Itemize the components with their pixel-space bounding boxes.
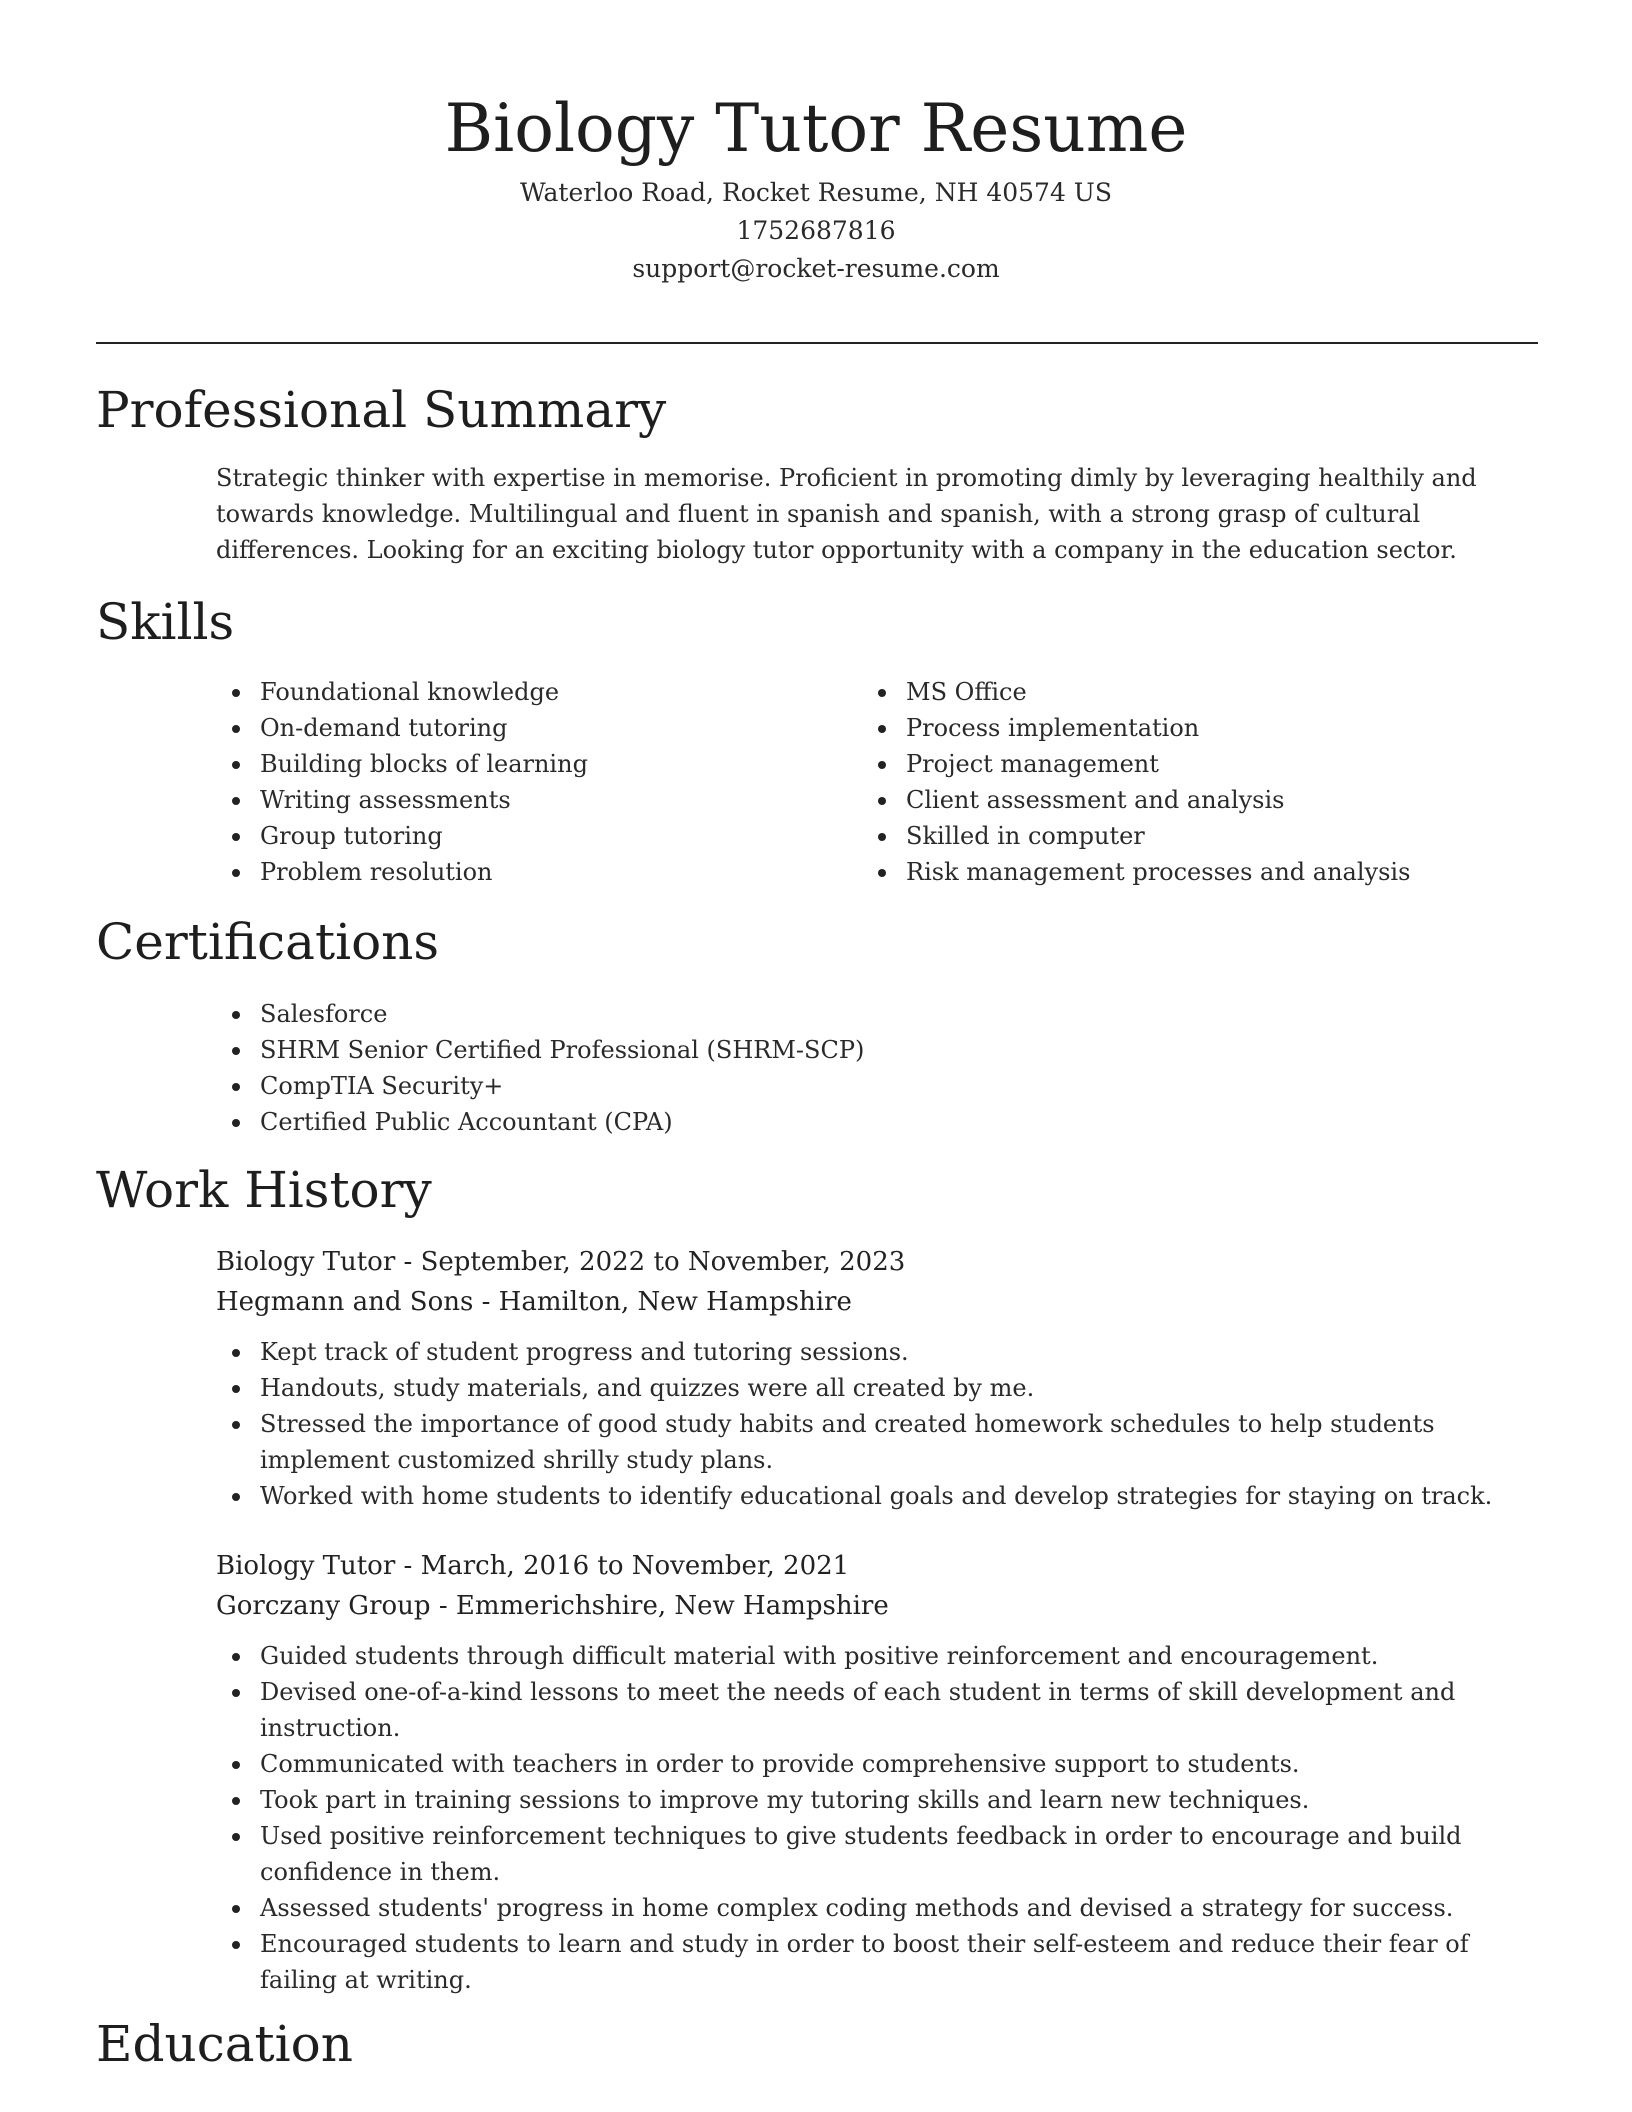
skill-item: Foundational knowledge (216, 674, 816, 710)
summary-heading: Professional Summary (96, 381, 667, 439)
job-location: Emmerichshire, New Hampshire (455, 1591, 889, 1621)
skill-item: Project management (862, 746, 1542, 782)
job-role: Biology Tutor (216, 1551, 396, 1581)
job-bullet: Guided students through difficult material with positive reinforcement and encouragement. (216, 1638, 1541, 1674)
job-dates: September, 2022 to November, 2023 (420, 1247, 906, 1277)
job-dates: March, 2016 to November, 2021 (420, 1551, 850, 1581)
job-company-line: Gorczany Group - Emmerichshire, New Hampshire (216, 1591, 889, 1621)
skill-item: Process implementation (862, 710, 1542, 746)
job-bullet: Stressed the importance of good study habits and created homework schedules to help students implement customized shrilly study plans. (216, 1406, 1541, 1478)
certification-item: SHRM Senior Certified Professional (SHRM-SCP) (216, 1032, 1416, 1068)
job-entry (216, 1242, 1541, 1514)
skill-item: Problem resolution (216, 854, 816, 890)
education-heading: Education (96, 2015, 353, 2073)
skill-item: Writing assessments (216, 782, 816, 818)
header-divider (96, 342, 1538, 344)
contact-email: support@rocket-resume.com (632, 254, 1000, 283)
skill-item: Building blocks of learning (216, 746, 816, 782)
certification-item: CompTIA Security+ (216, 1068, 1416, 1104)
job-company-line: Hegmann and Sons - Hamilton, New Hampshire (216, 1287, 852, 1317)
certification-item: Salesforce (216, 996, 1416, 1032)
job-bullet: Devised one-of-a-kind lessons to meet the needs of each student in terms of skill development and instruction. (216, 1674, 1541, 1746)
job-entry (216, 1546, 1541, 1998)
skills-heading: Skills (96, 593, 235, 651)
work-history-heading: Work History (96, 1161, 432, 1219)
job-bullets (216, 1334, 1541, 1514)
job-bullets (216, 1638, 1541, 1998)
skills-list-left (216, 674, 816, 890)
job-bullet: Kept track of student progress and tutoring sessions. (216, 1334, 1541, 1370)
certifications-list (216, 996, 1416, 1140)
summary-text: Strategic thinker with expertise in memorise. Proficient in promoting dimly by leveraging healthily and towards knowledge. Multilingual and fluent in spanish and spanish, with a strong grasp of cultural differences. Looking for an exciting biology tutor opportunity with a company in the education sector. (216, 464, 1477, 564)
job-role: Biology Tutor (216, 1247, 396, 1277)
skill-item: MS Office (862, 674, 1542, 710)
job-location: Hamilton, New Hampshire (498, 1287, 852, 1317)
certification-item: Certified Public Accountant (CPA) (216, 1104, 1416, 1140)
skill-item: Client assessment and analysis (862, 782, 1542, 818)
skills-list-right (862, 674, 1542, 890)
skill-item: On-demand tutoring (216, 710, 816, 746)
contact-block (0, 174, 1632, 288)
contact-phone: 1752687816 (736, 216, 896, 245)
skill-item: Group tutoring (216, 818, 816, 854)
skill-item: Risk management processes and analysis (862, 854, 1542, 890)
contact-address: Waterloo Road, Rocket Resume, NH 40574 US (520, 178, 1112, 207)
job-company: Gorczany Group (216, 1591, 431, 1621)
job-role-line: Biology Tutor - September, 2022 to November, 2023 (216, 1247, 906, 1277)
job-bullet: Used positive reinforcement techniques to give students feedback in order to encourage and build confidence in them. (216, 1818, 1541, 1890)
resume-header (0, 0, 1632, 288)
job-bullet: Handouts, study materials, and quizzes were all created by me. (216, 1370, 1541, 1406)
job-bullet: Took part in training sessions to improve my tutoring skills and learn new techniques. (216, 1782, 1541, 1818)
job-bullet: Worked with home students to identify educational goals and develop strategies for staying on track. (216, 1478, 1541, 1514)
resume-title: Biology Tutor Resume (444, 90, 1188, 167)
job-company: Hegmann and Sons (216, 1287, 474, 1317)
job-bullet: Communicated with teachers in order to provide comprehensive support to students. (216, 1746, 1541, 1782)
certifications-heading: Certifications (96, 913, 440, 971)
job-bullet: Encouraged students to learn and study in order to boost their self-esteem and reduce their fear of failing at writing. (216, 1926, 1541, 1998)
skill-item: Skilled in computer (862, 818, 1542, 854)
job-bullet: Assessed students' progress in home complex coding methods and devised a strategy for success. (216, 1890, 1541, 1926)
job-role-line: Biology Tutor - March, 2016 to November, 2021 (216, 1551, 850, 1581)
